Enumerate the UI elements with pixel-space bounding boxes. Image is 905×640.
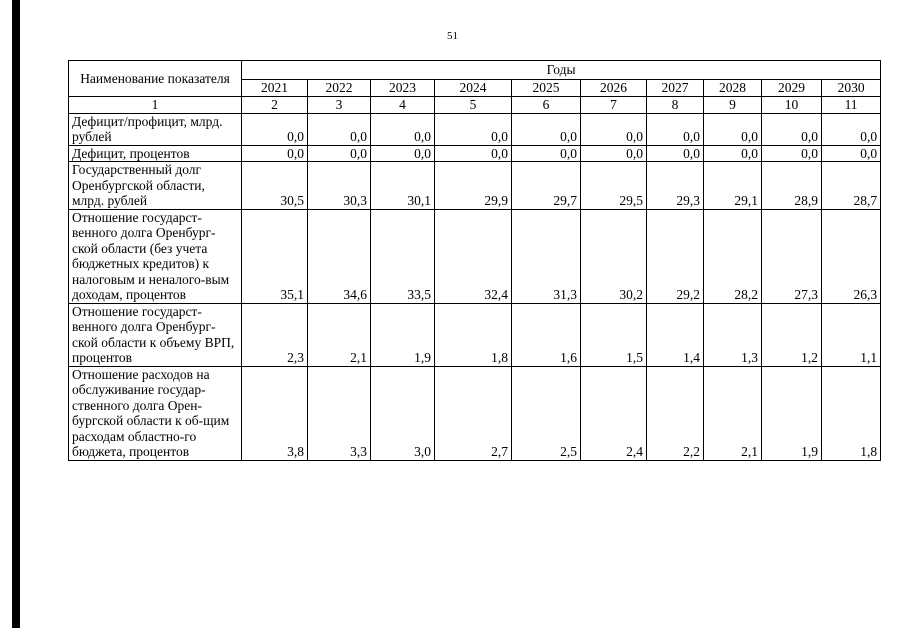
value-cell: 1,1	[822, 303, 881, 366]
value-cell: 0,0	[512, 145, 581, 162]
value-cell: 0,0	[308, 113, 371, 145]
year-header-cell: 2024	[435, 80, 512, 97]
value-cell: 29,5	[581, 162, 647, 210]
value-cell: 29,9	[435, 162, 512, 210]
table-row	[69, 366, 881, 460]
value-cell: 0,0	[242, 113, 308, 145]
value-cell: 29,2	[647, 209, 704, 303]
indicator-label: Государственный долг Оренбургской области, млрд. рублей	[69, 162, 242, 210]
column-number-cell: 1	[69, 97, 242, 114]
value-cell: 0,0	[581, 113, 647, 145]
value-cell: 0,0	[704, 113, 762, 145]
indicator-label: Отношение расходов на обслуживание государ-ственного долга Орен-бургской области к об-щим расходам областно-го бюджета, процентов	[69, 366, 242, 460]
year-header-cell: 2029	[762, 80, 822, 97]
value-cell: 1,2	[762, 303, 822, 366]
value-cell: 30,2	[581, 209, 647, 303]
year-header-cell: 2021	[242, 80, 308, 97]
year-header-cell: 2023	[371, 80, 435, 97]
value-cell: 0,0	[371, 113, 435, 145]
year-header-cell: 2027	[647, 80, 704, 97]
value-cell: 29,3	[647, 162, 704, 210]
page-number: 51	[447, 30, 458, 42]
value-cell: 0,0	[242, 145, 308, 162]
value-cell: 30,1	[371, 162, 435, 210]
indicator-label: Дефицит/профицит, млрд. рублей	[69, 113, 242, 145]
value-cell: 0,0	[762, 145, 822, 162]
table-body	[69, 113, 881, 460]
value-cell: 32,4	[435, 209, 512, 303]
value-cell: 1,6	[512, 303, 581, 366]
table-row	[69, 209, 881, 303]
value-cell: 26,3	[822, 209, 881, 303]
scan-edge-bar	[12, 0, 20, 628]
value-cell: 0,0	[435, 113, 512, 145]
years-header: Годы	[242, 61, 881, 80]
value-cell: 2,7	[435, 366, 512, 460]
value-cell: 28,7	[822, 162, 881, 210]
value-cell: 1,5	[581, 303, 647, 366]
value-cell: 0,0	[435, 145, 512, 162]
year-header-cell: 2028	[704, 80, 762, 97]
value-cell: 1,8	[822, 366, 881, 460]
value-cell: 0,0	[647, 113, 704, 145]
indicator-name-header: Наименование показателя	[69, 61, 242, 97]
indicator-label: Отношение государст-венного долга Оренбург-ской области к объему ВРП, процентов	[69, 303, 242, 366]
column-number-cell: 5	[435, 97, 512, 114]
value-cell: 1,9	[371, 303, 435, 366]
value-cell: 27,3	[762, 209, 822, 303]
value-cell: 2,1	[704, 366, 762, 460]
column-number-cell: 4	[371, 97, 435, 114]
value-cell: 3,0	[371, 366, 435, 460]
indicator-label: Отношение государст-венного долга Оренбург-ской области (без учета бюджетных кредитов) к налоговым и неналого-вым доходам, процентов	[69, 209, 242, 303]
value-cell: 0,0	[308, 145, 371, 162]
year-header-cell: 2022	[308, 80, 371, 97]
column-number-cell: 3	[308, 97, 371, 114]
value-cell: 0,0	[581, 145, 647, 162]
value-cell: 30,5	[242, 162, 308, 210]
value-cell: 34,6	[308, 209, 371, 303]
column-number-cell: 7	[581, 97, 647, 114]
value-cell: 0,0	[371, 145, 435, 162]
column-number-cell: 10	[762, 97, 822, 114]
table-row	[69, 303, 881, 366]
value-cell: 31,3	[512, 209, 581, 303]
year-header-cell: 2026	[581, 80, 647, 97]
value-cell: 2,5	[512, 366, 581, 460]
header-row-top	[69, 61, 881, 80]
indicators-table	[68, 60, 881, 461]
value-cell: 0,0	[822, 145, 881, 162]
table-row	[69, 113, 881, 145]
value-cell: 2,3	[242, 303, 308, 366]
value-cell: 0,0	[822, 113, 881, 145]
column-number-row	[69, 97, 881, 114]
year-header-cell: 2030	[822, 80, 881, 97]
table-row	[69, 145, 881, 162]
value-cell: 28,2	[704, 209, 762, 303]
column-number-cell: 11	[822, 97, 881, 114]
value-cell: 3,8	[242, 366, 308, 460]
value-cell: 33,5	[371, 209, 435, 303]
value-cell: 0,0	[704, 145, 762, 162]
value-cell: 35,1	[242, 209, 308, 303]
value-cell: 2,4	[581, 366, 647, 460]
value-cell: 0,0	[512, 113, 581, 145]
value-cell: 28,9	[762, 162, 822, 210]
table-row	[69, 162, 881, 210]
value-cell: 1,9	[762, 366, 822, 460]
value-cell: 0,0	[647, 145, 704, 162]
value-cell: 30,3	[308, 162, 371, 210]
column-number-cell: 6	[512, 97, 581, 114]
value-cell: 2,2	[647, 366, 704, 460]
column-number-cell: 8	[647, 97, 704, 114]
value-cell: 1,4	[647, 303, 704, 366]
column-number-cell: 2	[242, 97, 308, 114]
value-cell: 29,1	[704, 162, 762, 210]
value-cell: 2,1	[308, 303, 371, 366]
value-cell: 29,7	[512, 162, 581, 210]
column-number-cell: 9	[704, 97, 762, 114]
year-header-cell: 2025	[512, 80, 581, 97]
indicator-label: Дефицит, процентов	[69, 145, 242, 162]
value-cell: 0,0	[762, 113, 822, 145]
value-cell: 1,8	[435, 303, 512, 366]
value-cell: 3,3	[308, 366, 371, 460]
value-cell: 1,3	[704, 303, 762, 366]
